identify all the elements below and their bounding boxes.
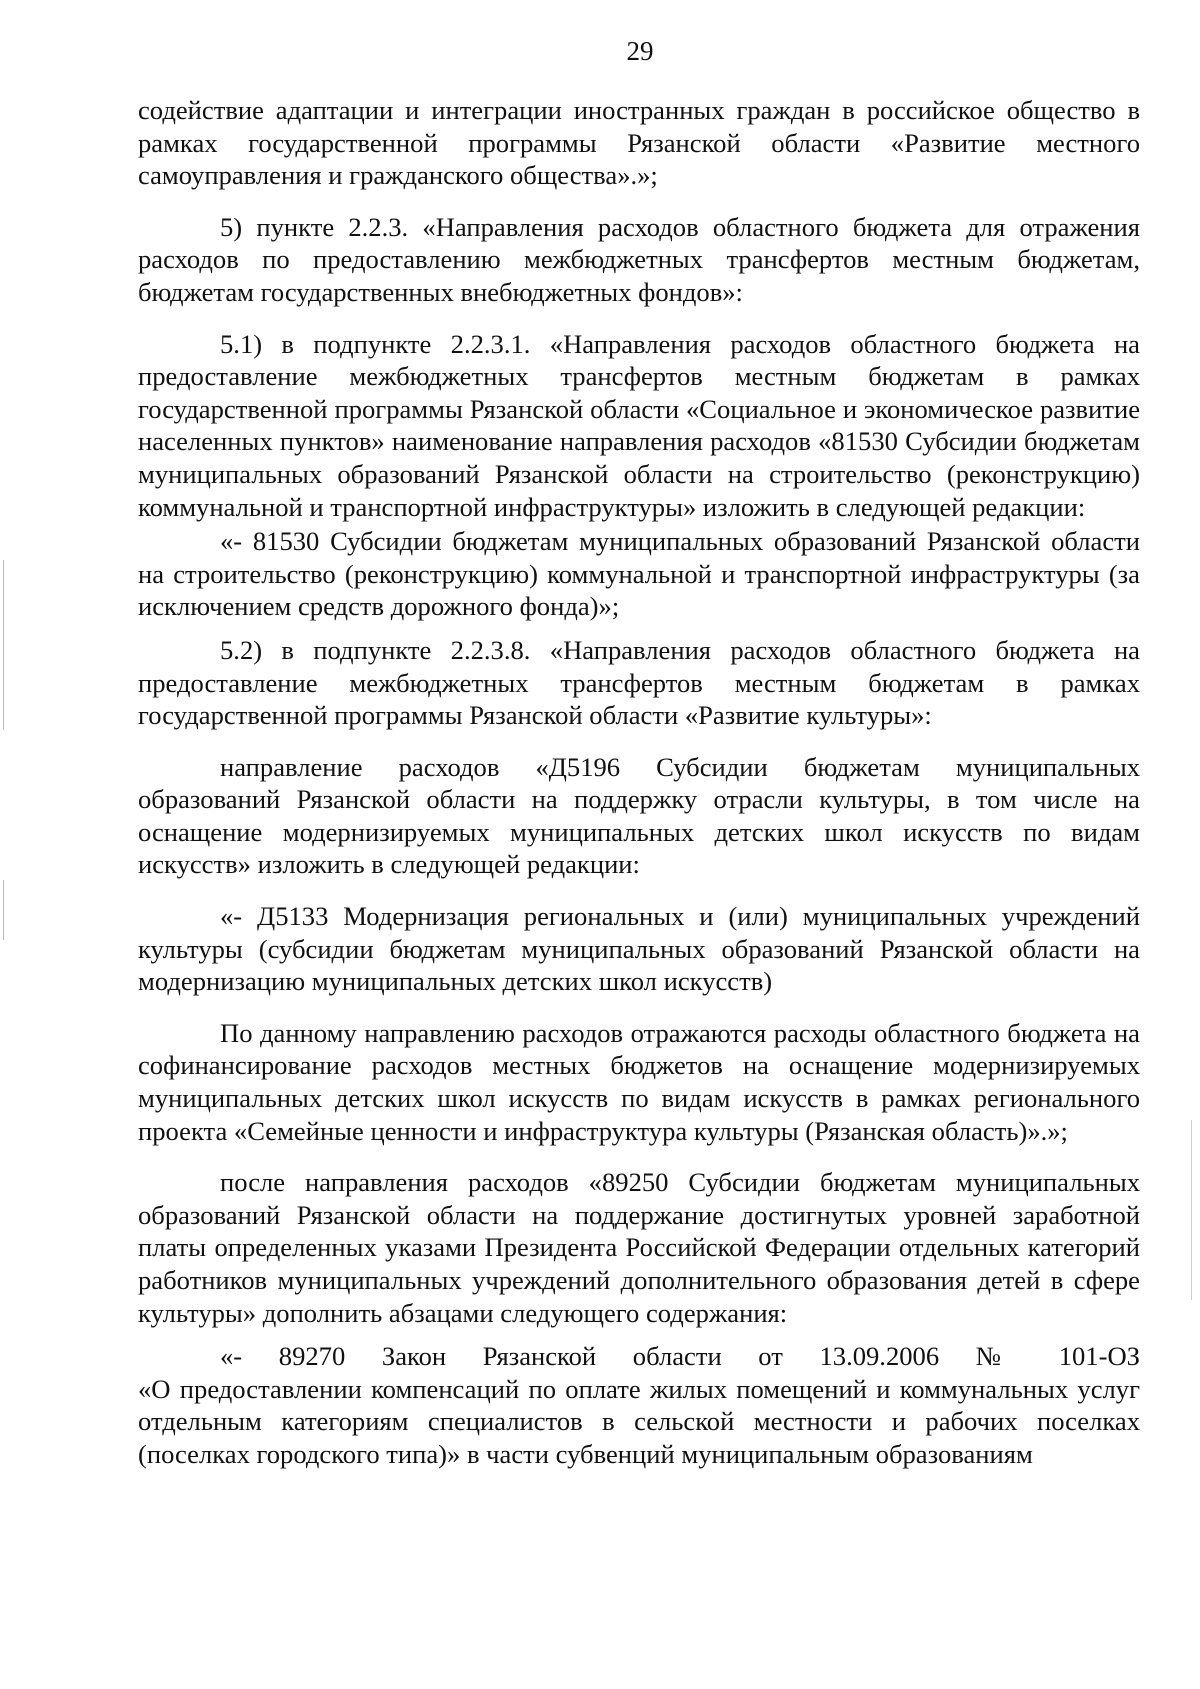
paragraph-continuation: содействие адаптации и интеграции иностранных граждан в российское общество в рамках государственной программы Рязанской области «Развитие местного самоуправления и гражданского общества».»;	[138, 95, 1140, 191]
paragraph-quote-89270-first-line: «- 89270 Закон Рязанской области от 13.09.2006 № 101-ОЗ	[220, 1341, 1140, 1372]
page-number: 29	[626, 36, 654, 66]
scan-edge-mark	[1191, 1120, 1192, 1300]
paragraph-d5133-description: По данному направлению расходов отражаются расходы областного бюджета на софинансирование расходов местных бюджетов на оснащение модернизируемых муниципальных детских школ искусств по видам искусств в рамках регионального проекта «Семейные ценности и инфраструктура культуры (Рязанская область)».»;	[138, 1017, 1140, 1146]
document-body	[138, 94, 1140, 1471]
paragraph-item-5: 5) пункте 2.2.3. «Направления расходов областного бюджета для отражения расходов по предоставлению межбюджетных трансфертов местным бюджетам, бюджетам государственных внебюджетных фондов»:	[138, 211, 1140, 307]
paragraph-direction-d5196: направление расходов «Д5196 Субсидии бюджетам муниципальных образований Рязанской области на поддержку отрасли культуры, в том числе на оснащение модернизируемых муниципальных детских школ искусств по видам искусств» изложить в следующей редакции:	[138, 751, 1140, 880]
paragraph-quote-d5133: «- Д5133 Модернизация региональных и (или) муниципальных учреждений культуры (субсидии бюджетам муниципальных образований Рязанской области на модернизацию муниципальных детских школ искусств)	[138, 901, 1140, 997]
paragraph-quote-81530: «- 81530 Субсидии бюджетам муниципальных образований Рязанской области на строительство (реконструкцию) коммунальной и транспортной инфраструктуры (за исключением средств дорожного фонда)»;	[138, 526, 1140, 622]
paragraph-item-5-2: 5.2) в подпункте 2.2.3.8. «Направления расходов областного бюджета на предоставление межбюджетных трансфертов местным бюджетам в рамках государственной программы Рязанской области «Развитие культуры»:	[138, 634, 1140, 731]
scan-edge-mark	[3, 560, 4, 730]
scan-edge-mark	[3, 880, 4, 940]
paragraph-item-5-1: 5.1) в подпункте 2.2.3.1. «Направления расходов областного бюджета на предоставление межбюджетных трансфертов местным бюджетам в рамках государственной программы Рязанской области «Социальное и экономическое развитие населенных пунктов» наименование направления расходов «81530 Субсидии бюджетам муниципальных образований Рязанской области на строительство (реконструкцию) коммунальной и транспортной инфраструктуры» изложить в следующей редакции:	[138, 328, 1140, 522]
paragraph-after-89250: после направления расходов «89250 Субсидии бюджетам муниципальных образований Рязанской области на поддержание достигнутых уровней заработной платы определенных указами Президента Российской Федерации отдельных категорий работников муниципальных учреждений дополнительного образования детей в сфере культуры» дополнить абзацами следующего содержания:	[138, 1167, 1140, 1328]
paragraph-quote-89270-rest: «О предоставлении компенсаций по оплате жилых помещений и коммунальных услуг отдельным категориям специалистов в сельской местности и рабочих поселках (поселках городского типа)» в части субвенций муниципальным образованиям	[138, 1373, 1140, 1469]
